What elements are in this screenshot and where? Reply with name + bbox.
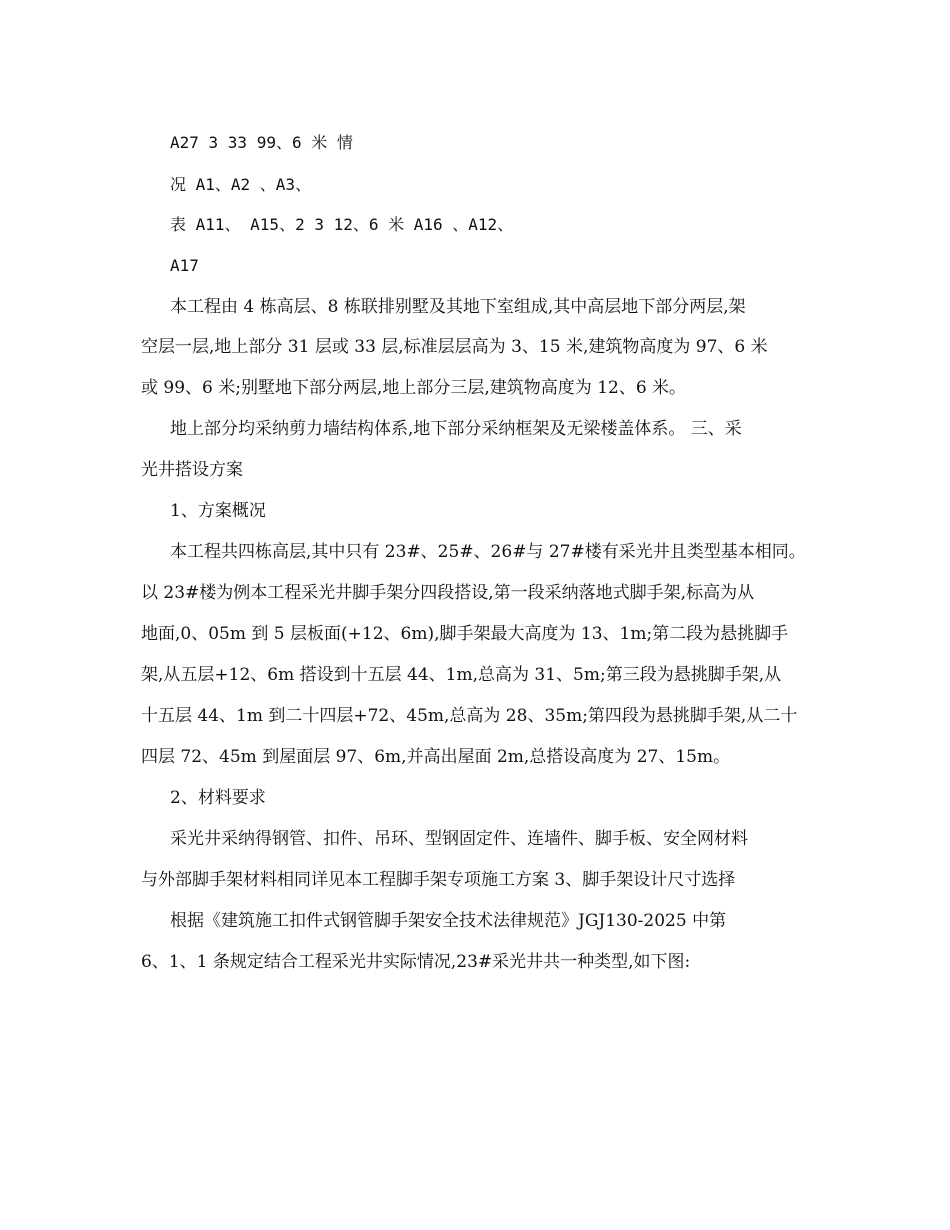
paragraph-project-overview-line-3: 或 99、6 米;别墅地下部分两层,地上部分三层,建筑物高度为 12、6 米。 — [141, 378, 687, 398]
subheading-material-requirements: 2、材料要求 — [170, 788, 266, 808]
paragraph-structure-line-1: 地上部分均采纳剪力墙结构体系,地下部分采纳框架及无梁楼盖体系。 三、采 — [170, 419, 742, 439]
paragraph-plan-line-2: 以 23#楼为例本工程采光井脚手架分四段搭设,第一段采纳落地式脚手架,标高为从 — [141, 583, 755, 603]
paragraph-materials-line-2: 与外部脚手架材料相同详见本工程脚手架专项施工方案 3、脚手架设计尺寸选择 — [141, 870, 736, 890]
paragraph-project-overview-line-1: 本工程由 4 栋高层、8 栋联排别墅及其地下室组成,其中高层地下部分两层,架 — [170, 297, 746, 317]
paragraph-plan-line-3: 地面,0、05m 到 5 层板面(+12、6m),脚手架最大高度为 13、1m;第二段为悬挑脚手 — [141, 624, 789, 644]
subheading-plan-overview: 1、方案概况 — [170, 501, 266, 521]
paragraph-plan-line-6: 四层 72、45m 到屋面层 97、6m,并高出屋面 2m,总搭设高度为 27、15m。 — [141, 747, 731, 767]
table-fragment-line-2: 况 A1、A2 、A3、 — [170, 175, 312, 194]
table-fragment-line-1: A27 3 33 99、6 米 情 — [170, 133, 353, 152]
table-fragment-line-3: 表 A11、 A15、2 3 12、6 米 A16 、A12、 — [170, 215, 514, 234]
paragraph-standard-line-1: 根据《建筑施工扣件式钢管脚手架安全技术法律规范》JGJ130-2025 中第 — [170, 911, 727, 931]
paragraph-plan-line-1: 本工程共四栋高层,其中只有 23#、25#、26#与 27#楼有采光井且类型基本相同。 — [170, 542, 806, 562]
table-fragment-line-4: A17 — [170, 256, 199, 275]
paragraph-materials-line-1: 采光井采纳得钢管、扣件、吊环、型钢固定件、连墙件、脚手板、安全网材料 — [170, 829, 748, 849]
paragraph-plan-line-4: 架,从五层+12、6m 搭设到十五层 44、1m,总高为 31、5m;第三段为悬挑脚手架,从 — [141, 665, 782, 685]
paragraph-project-overview-line-2: 空层一层,地上部分 31 层或 33 层,标准层层高为 3、15 米,建筑物高度为 97、6 米 — [141, 337, 768, 357]
paragraph-standard-line-2: 6、1、1 条规定结合工程采光井实际情况,23#采光井共一种类型,如下图: — [141, 952, 691, 972]
paragraph-plan-line-5: 十五层 44、1m 到二十四层+72、45m,总高为 28、35m;第四段为悬挑脚手架,从二十 — [141, 706, 798, 726]
section-heading-daylight-well: 光井搭设方案 — [141, 460, 243, 480]
